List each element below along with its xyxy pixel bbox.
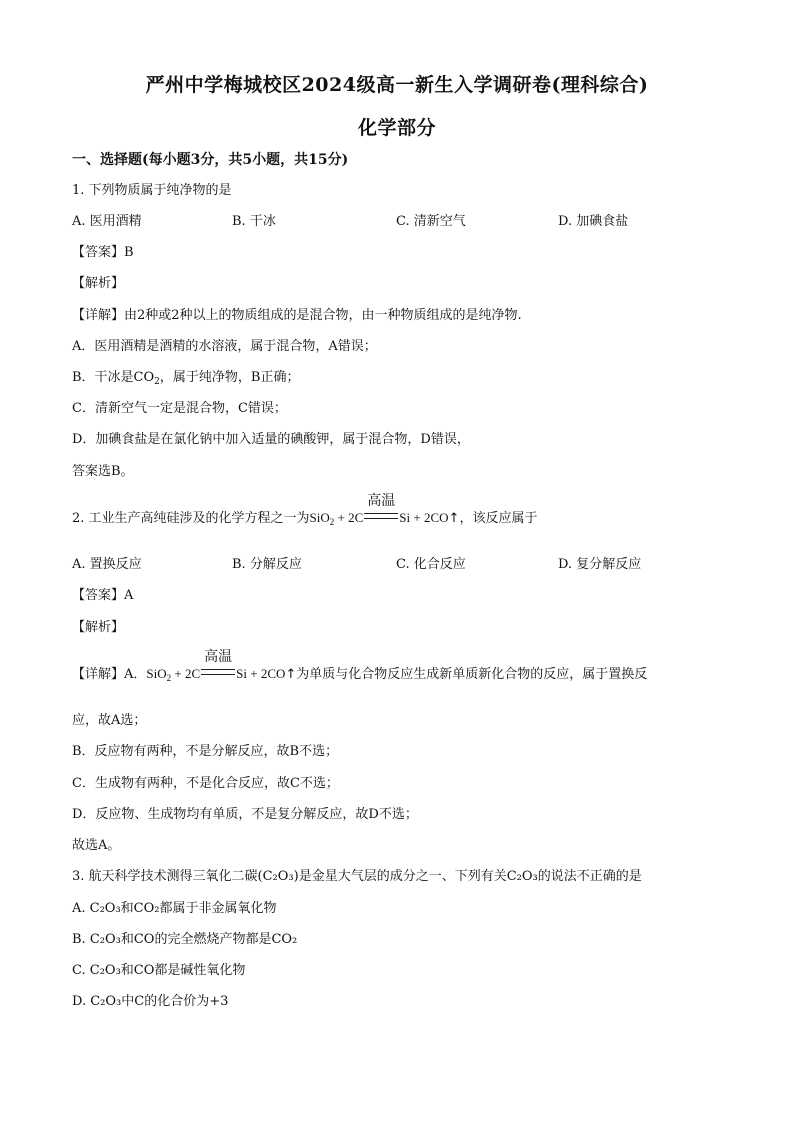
q1-conclusion: 答案选B。 bbox=[72, 464, 134, 479]
q1-stem: 1. 下列物质属于纯净物的是 bbox=[72, 183, 232, 198]
q1-detail: 【详解】由2种或2种以上的物质组成的是混合物，由一种物质组成的是纯净物. bbox=[72, 308, 522, 323]
q1-analysis: 【解析】 bbox=[72, 276, 125, 291]
q2-option-d: D. 复分解反应 bbox=[558, 557, 642, 572]
q1-line-d: D．加碘食盐是在氯化钠中加入适量的碘酸钾，属于混合物，D错误， bbox=[72, 432, 470, 447]
q3-option-b: B. C₂O₃和CO的完全燃烧产物都是CO₂ bbox=[72, 932, 298, 947]
q2-detail-equation: SiO$_2$ + 2C 高温 Si + 2CO↑ bbox=[146, 649, 297, 683]
q3-option-d: D. C₂O₃中C的化合价为+3 bbox=[72, 994, 229, 1009]
q1-line-c: C．清新空气一定是混合物，C错误； bbox=[72, 401, 287, 416]
q2-detail: 【详解】A．SiO$_2$ + 2C 高温 Si + 2CO↑为单质与化合物反应生成新单质新化合物的反应，属于置换反 bbox=[72, 649, 648, 683]
q3-option-c: C. C₂O₃和CO都是碱性氧化物 bbox=[72, 963, 246, 978]
q1-option-a: A. 医用酒精 bbox=[72, 214, 142, 229]
q2-answer: 【答案】A bbox=[72, 588, 134, 603]
q2-line-b: B．反应物有两种，不是分解反应，故B不选； bbox=[72, 744, 339, 759]
q2-analysis: 【解析】 bbox=[72, 620, 125, 635]
exam-title: 严州中学梅城校区2024级高一新生入学调研卷(理科综合) bbox=[145, 74, 649, 96]
q1-line-a: A．医用酒精是酒精的水溶液，属于混合物，A错误； bbox=[72, 339, 377, 354]
q2-stem: 2. 工业生产高纯硅涉及的化学方程之一为SiO$_2$ + 2C 高温 Si + 2CO↑，该反应属于 bbox=[72, 493, 538, 527]
section-heading: 一、选择题(每小题3分，共5小题，共15分) bbox=[72, 152, 349, 168]
q2-detail-cont: 应，故A选； bbox=[72, 713, 147, 728]
q3-option-a: A. C₂O₃和CO₂都属于非金属氧化物 bbox=[72, 901, 277, 916]
q1-option-d: D. 加碘食盐 bbox=[558, 214, 629, 229]
q2-equation: SiO$_2$ + 2C 高温 Si + 2CO↑ bbox=[309, 493, 460, 527]
q2-option-c: C. 化合反应 bbox=[396, 557, 466, 572]
q1-option-c: C. 清新空气 bbox=[396, 214, 466, 229]
section-subtitle: 化学部分 bbox=[357, 117, 436, 139]
q2-line-c: C．生成物有两种，不是化合反应，故C不选； bbox=[72, 776, 339, 791]
q2-conclusion: 故选A。 bbox=[72, 838, 121, 853]
q3-stem: 3. 航天科学技术测得三氧化二碳(C₂O₃)是金星大气层的成分之一、下列有关C₂O₃的说法不正确的是 bbox=[72, 869, 642, 884]
q2-option-a: A. 置换反应 bbox=[72, 557, 142, 572]
q1-line-b: B．干冰是$CO_2$，属于纯净物，B正确； bbox=[72, 370, 300, 387]
q2-option-b: B. 分解反应 bbox=[232, 557, 302, 572]
q1-option-b: B. 干冰 bbox=[232, 214, 276, 229]
q1-answer: 【答案】B bbox=[72, 245, 134, 260]
q2-line-d: D．反应物、生成物均有单质，不是复分解反应，故D不选； bbox=[72, 807, 418, 822]
